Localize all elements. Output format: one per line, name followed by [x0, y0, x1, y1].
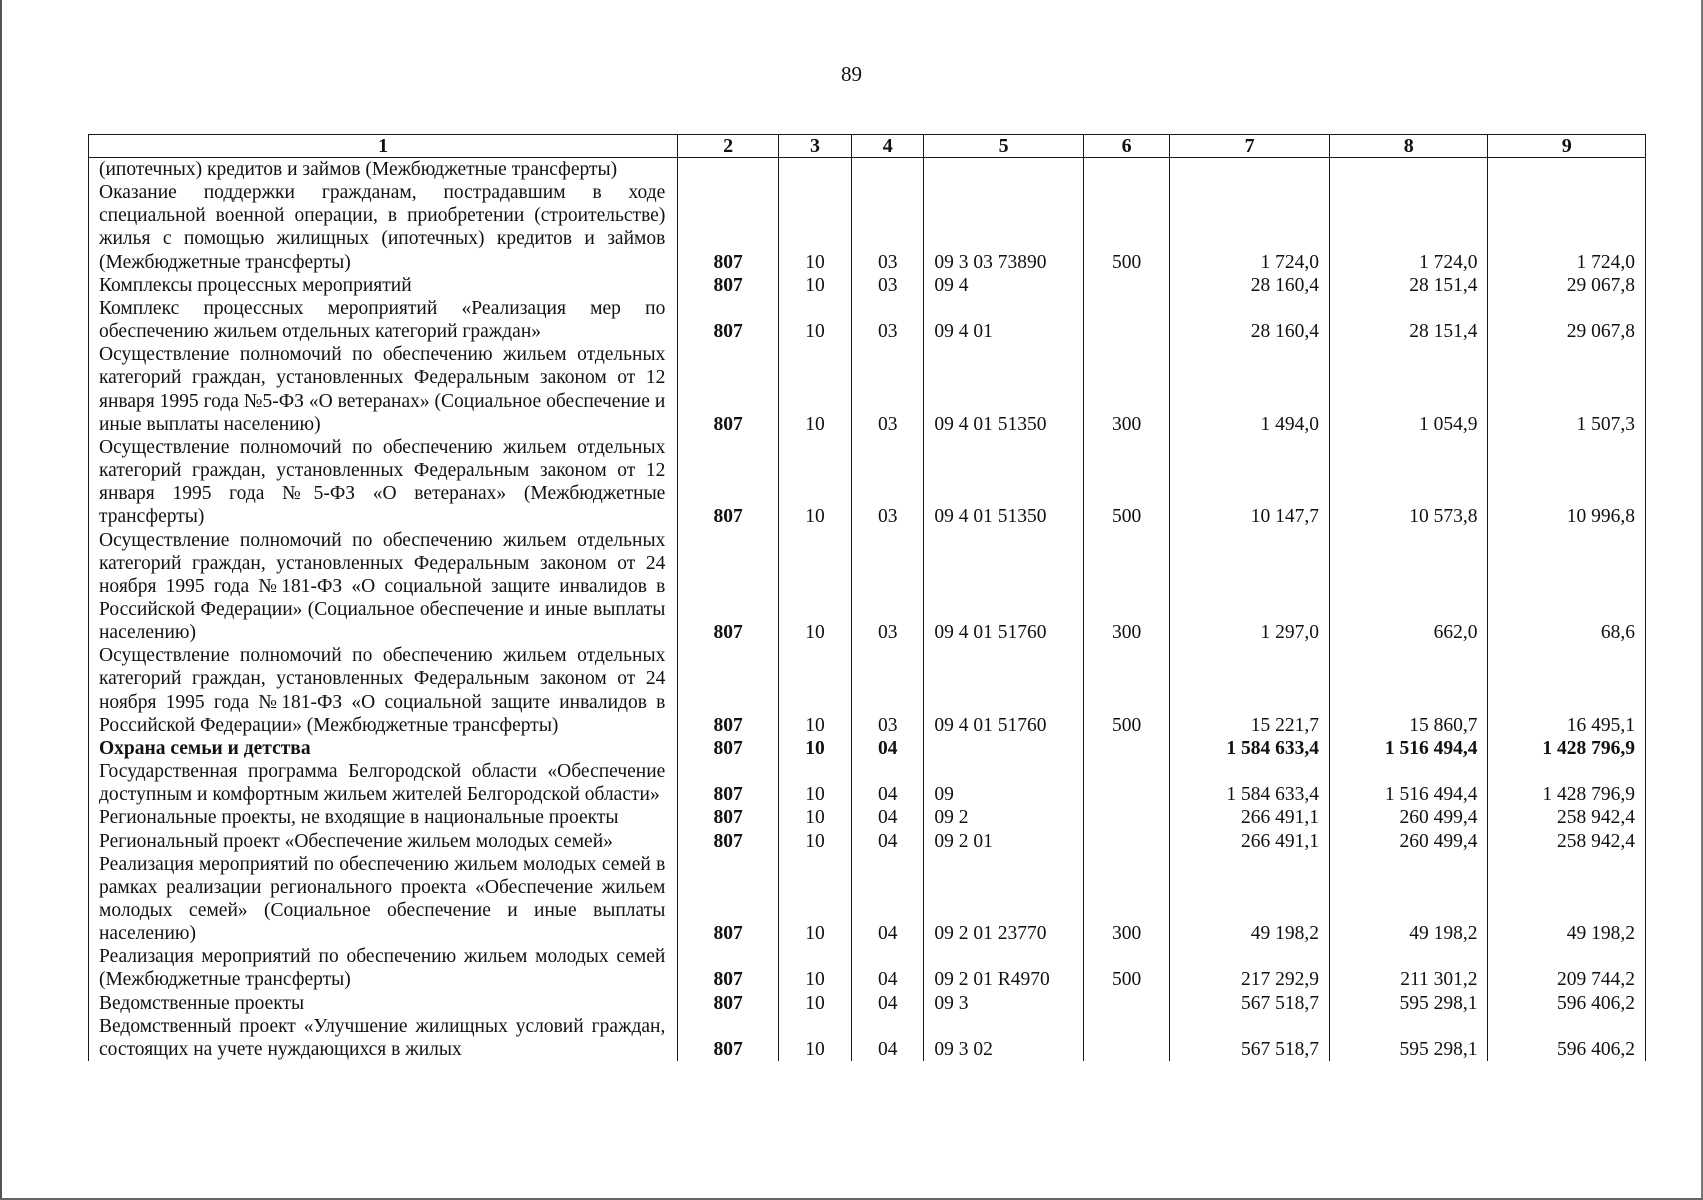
- row-amount-year-1: 1 494,0: [1170, 343, 1330, 436]
- budget-table: [88, 134, 1646, 1061]
- row-amount-year-3: 596 406,2: [1488, 1015, 1646, 1061]
- column-header-5: 5: [924, 135, 1084, 158]
- table-header-row: [89, 135, 1646, 158]
- row-expense-type: [1083, 806, 1169, 829]
- row-ved-code: 807: [678, 830, 779, 853]
- row-subsection: 03: [852, 529, 924, 645]
- row-name: (ипотечных) кредитов и займов (Межбюджетные трансферты): [89, 158, 678, 182]
- row-target-article: 09 4 01 51350: [924, 436, 1084, 529]
- column-header-2: 2: [678, 135, 779, 158]
- row-ved-code: 807: [678, 181, 779, 274]
- row-subsection: 04: [852, 830, 924, 853]
- row-name: Государственная программа Белгородской области «Обеспечение доступным и комфортным жильем жителей Белгородской области»: [89, 760, 678, 806]
- row-ved-code: [678, 158, 779, 182]
- row-amount-year-2: 1 724,0: [1329, 181, 1488, 274]
- row-amount-year-2: [1329, 158, 1488, 182]
- row-name: Реализация мероприятий по обеспечению жильем молодых семей в рамках реализации регионального проекта «Обеспечение жильем молодых семей» (Социальное обеспечение и иные выплаты населению): [89, 853, 678, 946]
- table-row: [89, 158, 1646, 182]
- table-row: [89, 436, 1646, 529]
- row-name: Оказание поддержки гражданам, пострадавшим в ходе специальной военной операции, в приобретении (строительстве) жилья с помощью жилищных (ипотечных) кредитов и займов (Межбюджетные трансферты): [89, 181, 678, 274]
- row-ved-code: 807: [678, 853, 779, 946]
- row-subsection: 03: [852, 644, 924, 737]
- row-name: Реализация мероприятий по обеспечению жильем молодых семей (Межбюджетные трансферты): [89, 945, 678, 991]
- table-row: [89, 737, 1646, 760]
- row-name: Охрана семьи и детства: [89, 737, 678, 760]
- row-amount-year-3: 596 406,2: [1488, 992, 1646, 1015]
- row-amount-year-2: 49 198,2: [1329, 853, 1488, 946]
- row-amount-year-3: 68,6: [1488, 529, 1646, 645]
- row-section: 10: [778, 945, 851, 991]
- row-subsection: 04: [852, 737, 924, 760]
- row-amount-year-3: 1 724,0: [1488, 181, 1646, 274]
- row-name: Осуществление полномочий по обеспечению жильем отдельных категорий граждан, установленных Федеральным законом от 24 ноября 1995 года №181-ФЗ «О социальной защите инвалидов в Российской Федерации» (Социальное обеспечение и иные выплаты населению): [89, 529, 678, 645]
- row-amount-year-1: 217 292,9: [1170, 945, 1330, 991]
- row-target-article: 09 3 02: [924, 1015, 1084, 1061]
- row-amount-year-2: 662,0: [1329, 529, 1488, 645]
- row-expense-type: [1083, 830, 1169, 853]
- table-row: [89, 181, 1646, 274]
- row-subsection: 04: [852, 945, 924, 991]
- row-amount-year-1: 28 160,4: [1170, 274, 1330, 297]
- column-header-1: 1: [89, 135, 678, 158]
- row-ved-code: 807: [678, 436, 779, 529]
- row-name: Ведомственные проекты: [89, 992, 678, 1015]
- row-amount-year-2: 211 301,2: [1329, 945, 1488, 991]
- row-target-article: 09 2 01 R4970: [924, 945, 1084, 991]
- row-ved-code: 807: [678, 297, 779, 343]
- row-amount-year-3: 258 942,4: [1488, 806, 1646, 829]
- column-header-8: 8: [1329, 135, 1488, 158]
- row-amount-year-2: 260 499,4: [1329, 830, 1488, 853]
- row-name: Ведомственный проект «Улучшение жилищных условий граждан, состоящих на учете нуждающихся в жилых: [89, 1015, 678, 1061]
- row-target-article: 09: [924, 760, 1084, 806]
- row-amount-year-2: 595 298,1: [1329, 1015, 1488, 1061]
- row-amount-year-1: 15 221,7: [1170, 644, 1330, 737]
- row-amount-year-3: [1488, 158, 1646, 182]
- row-section: 10: [778, 830, 851, 853]
- table-row: [89, 992, 1646, 1015]
- row-subsection: [852, 158, 924, 182]
- row-section: 10: [778, 644, 851, 737]
- row-amount-year-3: 209 744,2: [1488, 945, 1646, 991]
- row-ved-code: 807: [678, 737, 779, 760]
- row-section: 10: [778, 806, 851, 829]
- row-subsection: 03: [852, 436, 924, 529]
- row-expense-type: 500: [1083, 644, 1169, 737]
- row-amount-year-2: 15 860,7: [1329, 644, 1488, 737]
- row-amount-year-3: 10 996,8: [1488, 436, 1646, 529]
- row-amount-year-1: 10 147,7: [1170, 436, 1330, 529]
- row-name: Осуществление полномочий по обеспечению жильем отдельных категорий граждан, установленных Федеральным законом от 12 января 1995 года №5-ФЗ «О ветеранах» (Социальное обеспечение и иные выплаты населению): [89, 343, 678, 436]
- row-target-article: 09 4 01 51760: [924, 644, 1084, 737]
- row-expense-type: 500: [1083, 181, 1169, 274]
- table-row: [89, 297, 1646, 343]
- row-name: Осуществление полномочий по обеспечению жильем отдельных категорий граждан, установленных Федеральным законом от 12 января 1995 года №5-ФЗ «О ветеранах» (Межбюджетные трансферты): [89, 436, 678, 529]
- row-ved-code: 807: [678, 529, 779, 645]
- row-name: Региональный проект «Обеспечение жильем молодых семей»: [89, 830, 678, 853]
- row-ved-code: 807: [678, 1015, 779, 1061]
- row-target-article: 09 3 03 73890: [924, 181, 1084, 274]
- row-target-article: 09 4 01 51760: [924, 529, 1084, 645]
- column-header-7: 7: [1170, 135, 1330, 158]
- row-subsection: 04: [852, 992, 924, 1015]
- row-target-article: [924, 737, 1084, 760]
- row-ved-code: 807: [678, 992, 779, 1015]
- row-expense-type: [1083, 158, 1169, 182]
- row-amount-year-1: 1 584 633,4: [1170, 760, 1330, 806]
- row-subsection: 03: [852, 274, 924, 297]
- column-header-4: 4: [852, 135, 924, 158]
- row-section: 10: [778, 436, 851, 529]
- row-name: Осуществление полномочий по обеспечению жильем отдельных категорий граждан, установленных Федеральным законом от 24 ноября 1995 года №181-ФЗ «О социальной защите инвалидов в Российской Федерации» (Межбюджетные трансферты): [89, 644, 678, 737]
- page-number: 89: [841, 62, 862, 86]
- row-section: 10: [778, 853, 851, 946]
- row-target-article: 09 2 01 23770: [924, 853, 1084, 946]
- row-subsection: 04: [852, 806, 924, 829]
- table-row: [89, 806, 1646, 829]
- row-amount-year-1: 567 518,7: [1170, 992, 1330, 1015]
- row-expense-type: [1083, 737, 1169, 760]
- table-row: [89, 529, 1646, 645]
- table-row: [89, 274, 1646, 297]
- row-section: 10: [778, 529, 851, 645]
- row-section: 10: [778, 274, 851, 297]
- row-amount-year-2: 1 516 494,4: [1329, 760, 1488, 806]
- row-amount-year-2: 10 573,8: [1329, 436, 1488, 529]
- row-amount-year-3: 16 495,1: [1488, 644, 1646, 737]
- row-target-article: 09 2 01: [924, 830, 1084, 853]
- row-amount-year-3: 29 067,8: [1488, 274, 1646, 297]
- row-section: 10: [778, 1015, 851, 1061]
- row-amount-year-1: 1 584 633,4: [1170, 737, 1330, 760]
- row-ved-code: 807: [678, 644, 779, 737]
- row-target-article: 09 4 01 51350: [924, 343, 1084, 436]
- row-expense-type: [1083, 760, 1169, 806]
- row-subsection: 04: [852, 1015, 924, 1061]
- row-amount-year-1: 567 518,7: [1170, 1015, 1330, 1061]
- table-row: [89, 830, 1646, 853]
- row-subsection: 03: [852, 181, 924, 274]
- row-subsection: 03: [852, 297, 924, 343]
- row-amount-year-1: 28 160,4: [1170, 297, 1330, 343]
- column-header-6: 6: [1083, 135, 1169, 158]
- row-amount-year-3: 29 067,8: [1488, 297, 1646, 343]
- row-subsection: 04: [852, 760, 924, 806]
- table-row: [89, 760, 1646, 806]
- row-expense-type: 300: [1083, 529, 1169, 645]
- row-amount-year-2: 1 054,9: [1329, 343, 1488, 436]
- row-amount-year-1: 1 297,0: [1170, 529, 1330, 645]
- row-amount-year-3: 49 198,2: [1488, 853, 1646, 946]
- row-amount-year-3: 1 428 796,9: [1488, 760, 1646, 806]
- row-target-article: 09 4: [924, 274, 1084, 297]
- row-amount-year-3: 1 507,3: [1488, 343, 1646, 436]
- column-header-3: 3: [778, 135, 851, 158]
- row-expense-type: 500: [1083, 945, 1169, 991]
- table-row: [89, 945, 1646, 991]
- row-amount-year-2: 1 516 494,4: [1329, 737, 1488, 760]
- row-name: Комплексы процессных мероприятий: [89, 274, 678, 297]
- column-header-9: 9: [1488, 135, 1646, 158]
- row-subsection: 04: [852, 853, 924, 946]
- row-ved-code: 807: [678, 274, 779, 297]
- row-amount-year-1: 49 198,2: [1170, 853, 1330, 946]
- row-expense-type: [1083, 297, 1169, 343]
- row-target-article: [924, 158, 1084, 182]
- row-amount-year-2: 28 151,4: [1329, 297, 1488, 343]
- row-amount-year-3: 258 942,4: [1488, 830, 1646, 853]
- row-section: [778, 158, 851, 182]
- table-row: [89, 853, 1646, 946]
- row-amount-year-2: 28 151,4: [1329, 274, 1488, 297]
- row-name: Региональные проекты, не входящие в национальные проекты: [89, 806, 678, 829]
- row-expense-type: [1083, 274, 1169, 297]
- row-section: 10: [778, 760, 851, 806]
- row-section: 10: [778, 297, 851, 343]
- row-target-article: 09 3: [924, 992, 1084, 1015]
- table-body: [89, 158, 1646, 1062]
- row-ved-code: 807: [678, 343, 779, 436]
- row-expense-type: 500: [1083, 436, 1169, 529]
- row-expense-type: 300: [1083, 853, 1169, 946]
- row-name: Комплекс процессных мероприятий «Реализация мер по обеспечению жильем отдельных категорий граждан»: [89, 297, 678, 343]
- row-ved-code: 807: [678, 760, 779, 806]
- table-row: [89, 343, 1646, 436]
- row-amount-year-1: 1 724,0: [1170, 181, 1330, 274]
- row-ved-code: 807: [678, 806, 779, 829]
- row-ved-code: 807: [678, 945, 779, 991]
- table-row: [89, 644, 1646, 737]
- row-section: 10: [778, 737, 851, 760]
- row-target-article: 09 4 01: [924, 297, 1084, 343]
- row-expense-type: [1083, 1015, 1169, 1061]
- scan-edge-left: [0, 0, 2, 1200]
- row-amount-year-1: 266 491,1: [1170, 830, 1330, 853]
- row-subsection: 03: [852, 343, 924, 436]
- row-expense-type: 300: [1083, 343, 1169, 436]
- row-amount-year-1: [1170, 158, 1330, 182]
- row-section: 10: [778, 181, 851, 274]
- table-row: [89, 1015, 1646, 1061]
- row-section: 10: [778, 992, 851, 1015]
- row-amount-year-1: 266 491,1: [1170, 806, 1330, 829]
- row-amount-year-3: 1 428 796,9: [1488, 737, 1646, 760]
- row-expense-type: [1083, 992, 1169, 1015]
- row-amount-year-2: 595 298,1: [1329, 992, 1488, 1015]
- row-target-article: 09 2: [924, 806, 1084, 829]
- row-amount-year-2: 260 499,4: [1329, 806, 1488, 829]
- row-section: 10: [778, 343, 851, 436]
